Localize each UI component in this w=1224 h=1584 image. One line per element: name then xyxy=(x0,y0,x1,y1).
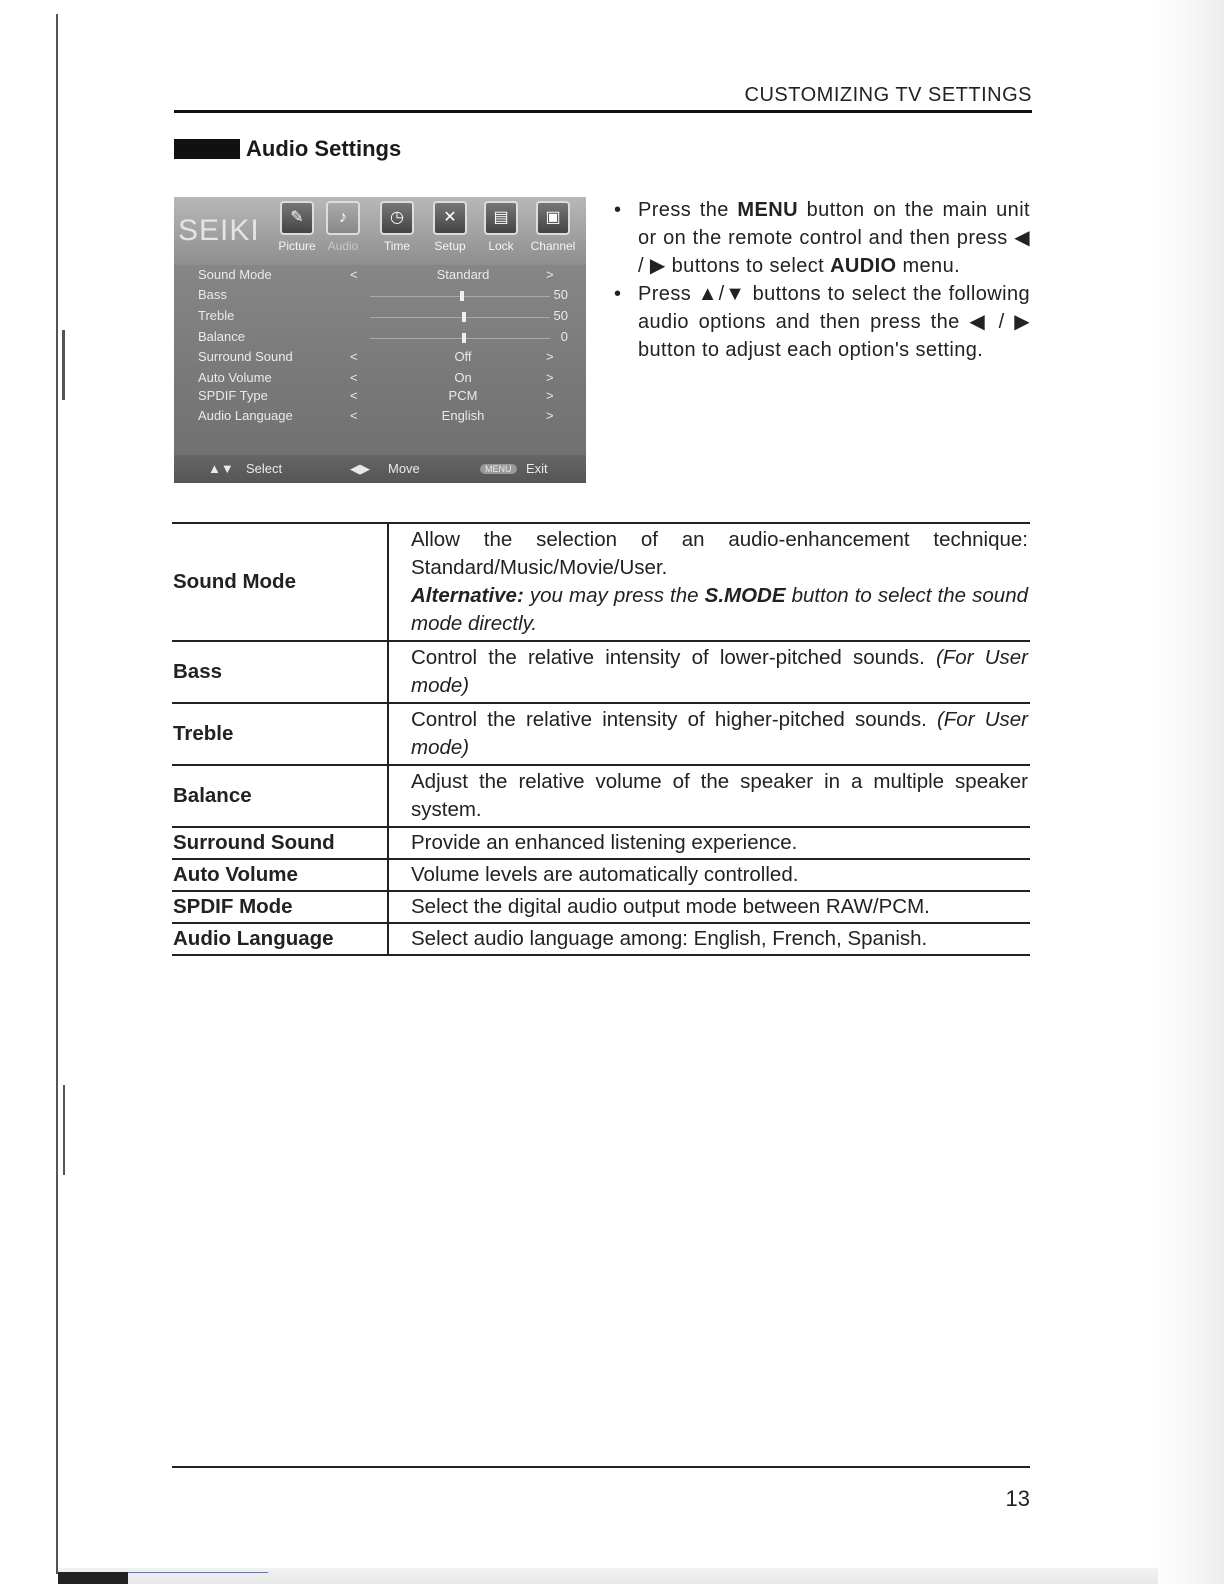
left-arrow-icon: < xyxy=(350,370,358,385)
osd-row-balance: Balance 0 xyxy=(198,329,568,344)
osd-brand-logo: SEIKI xyxy=(178,214,260,247)
menu-badge-icon: MENU xyxy=(480,464,517,474)
osd-tab-channel: ▣ Channel xyxy=(526,201,580,253)
left-arrow-icon: < xyxy=(350,408,358,423)
slider-knob xyxy=(462,333,466,343)
instruction-item: • Press the MENU button on the main unit or on the remote control and then press ◀ / ▶ buttons to select AUDIO menu. xyxy=(614,196,1030,280)
left-arrow-icon: < xyxy=(350,349,358,364)
table-row: Balance Adjust the relative volume of the speaker in a multiple speaker system. xyxy=(172,765,1030,827)
slider-track xyxy=(370,317,550,318)
right-arrow-icon: > xyxy=(546,349,554,364)
audio-options-table xyxy=(172,522,1030,956)
osd-tab-lock: ▤ Lock xyxy=(474,201,528,253)
osd-row-bass: Bass 50 xyxy=(198,287,568,302)
page-shadow xyxy=(1150,0,1224,1584)
left-arrow-icon: < xyxy=(350,267,358,282)
osd-row-sound-mode: Sound Mode < Standard > xyxy=(198,267,554,282)
table-row: Audio Language Select audio language among: English, French, Spanish. xyxy=(172,923,1030,955)
clock-icon: ◷ xyxy=(380,201,414,235)
table-row: SPDIF Mode Select the digital audio output mode between RAW/PCM. xyxy=(172,891,1030,923)
slider-knob xyxy=(462,312,466,322)
osd-footer: ▲▼ Select ◀▶ Move MENU Exit xyxy=(174,455,586,483)
right-arrow-icon: > xyxy=(546,388,554,403)
osd-tab-audio: ♪ Audio xyxy=(316,201,370,253)
heading-bar-icon xyxy=(174,139,240,159)
up-down-icon: ▲▼ xyxy=(208,461,234,476)
left-right-icon: ◀▶ xyxy=(350,461,370,476)
osd-row-auto-volume: Auto Volume < On > xyxy=(198,370,554,385)
right-arrow-icon: > xyxy=(546,370,554,385)
osd-tab-setup: ✕ Setup xyxy=(423,201,477,253)
table-row: Bass Control the relative intensity of lower-pitched sounds. (For User mode) xyxy=(172,641,1030,703)
bottom-edge-mark xyxy=(58,1572,128,1584)
osd-tab-picture: ✎ Picture xyxy=(270,201,324,253)
left-arrow-icon: < xyxy=(350,388,358,403)
osd-row-surround: Surround Sound < Off > xyxy=(198,349,554,364)
table-row: Sound Mode Allow the selection of an audio-enhancement technique: Standard/Music/Movie/User. Alternative: you may press the S.MODE button to select the sound mode directly. xyxy=(172,523,1030,641)
tv-osd-screenshot xyxy=(174,197,586,483)
osd-row-audio-language: Audio Language < English > xyxy=(198,408,554,423)
right-arrow-icon: > xyxy=(546,408,554,423)
channel-icon: ▣ xyxy=(536,201,570,235)
osd-row-spdif: SPDIF Type < PCM > xyxy=(198,388,554,403)
page-number: 13 xyxy=(1005,1486,1030,1511)
slider-knob xyxy=(460,291,464,301)
section-heading xyxy=(174,136,401,162)
table-row: Treble Control the relative intensity of higher-pitched sounds. (For User mode) xyxy=(172,703,1030,765)
audio-icon: ♪ xyxy=(326,201,360,235)
table-row: Surround Sound Provide an enhanced listening experience. xyxy=(172,827,1030,859)
table-row: Auto Volume Volume levels are automatically controlled. xyxy=(172,859,1030,891)
binding-edge-line xyxy=(56,14,58,1574)
footer-rule xyxy=(172,1466,1030,1468)
instruction-item: • Press ▲/▼ buttons to select the following audio options and then press the ◀ / ▶ button to adjust each option's setting. xyxy=(614,280,1030,364)
bottom-edge-line xyxy=(128,1572,268,1573)
page-bottom-edge xyxy=(58,1568,1158,1584)
section-title: Audio Settings xyxy=(246,136,402,161)
binding-mark xyxy=(63,1085,65,1175)
running-header xyxy=(174,84,1032,113)
picture-icon: ✎ xyxy=(280,201,314,235)
osd-tab-time: ◷ Time xyxy=(370,201,424,253)
tools-icon: ✕ xyxy=(433,201,467,235)
bullet-icon: • xyxy=(614,283,622,305)
instruction-list xyxy=(614,196,1030,364)
lock-icon: ▤ xyxy=(484,201,518,235)
running-title: CUSTOMIZING TV SETTINGS xyxy=(744,84,1032,106)
binding-mark xyxy=(62,330,65,400)
slider-track xyxy=(370,338,550,339)
osd-row-treble: Treble 50 xyxy=(198,308,568,323)
right-arrow-icon: > xyxy=(546,267,554,282)
bullet-icon: • xyxy=(614,199,622,221)
